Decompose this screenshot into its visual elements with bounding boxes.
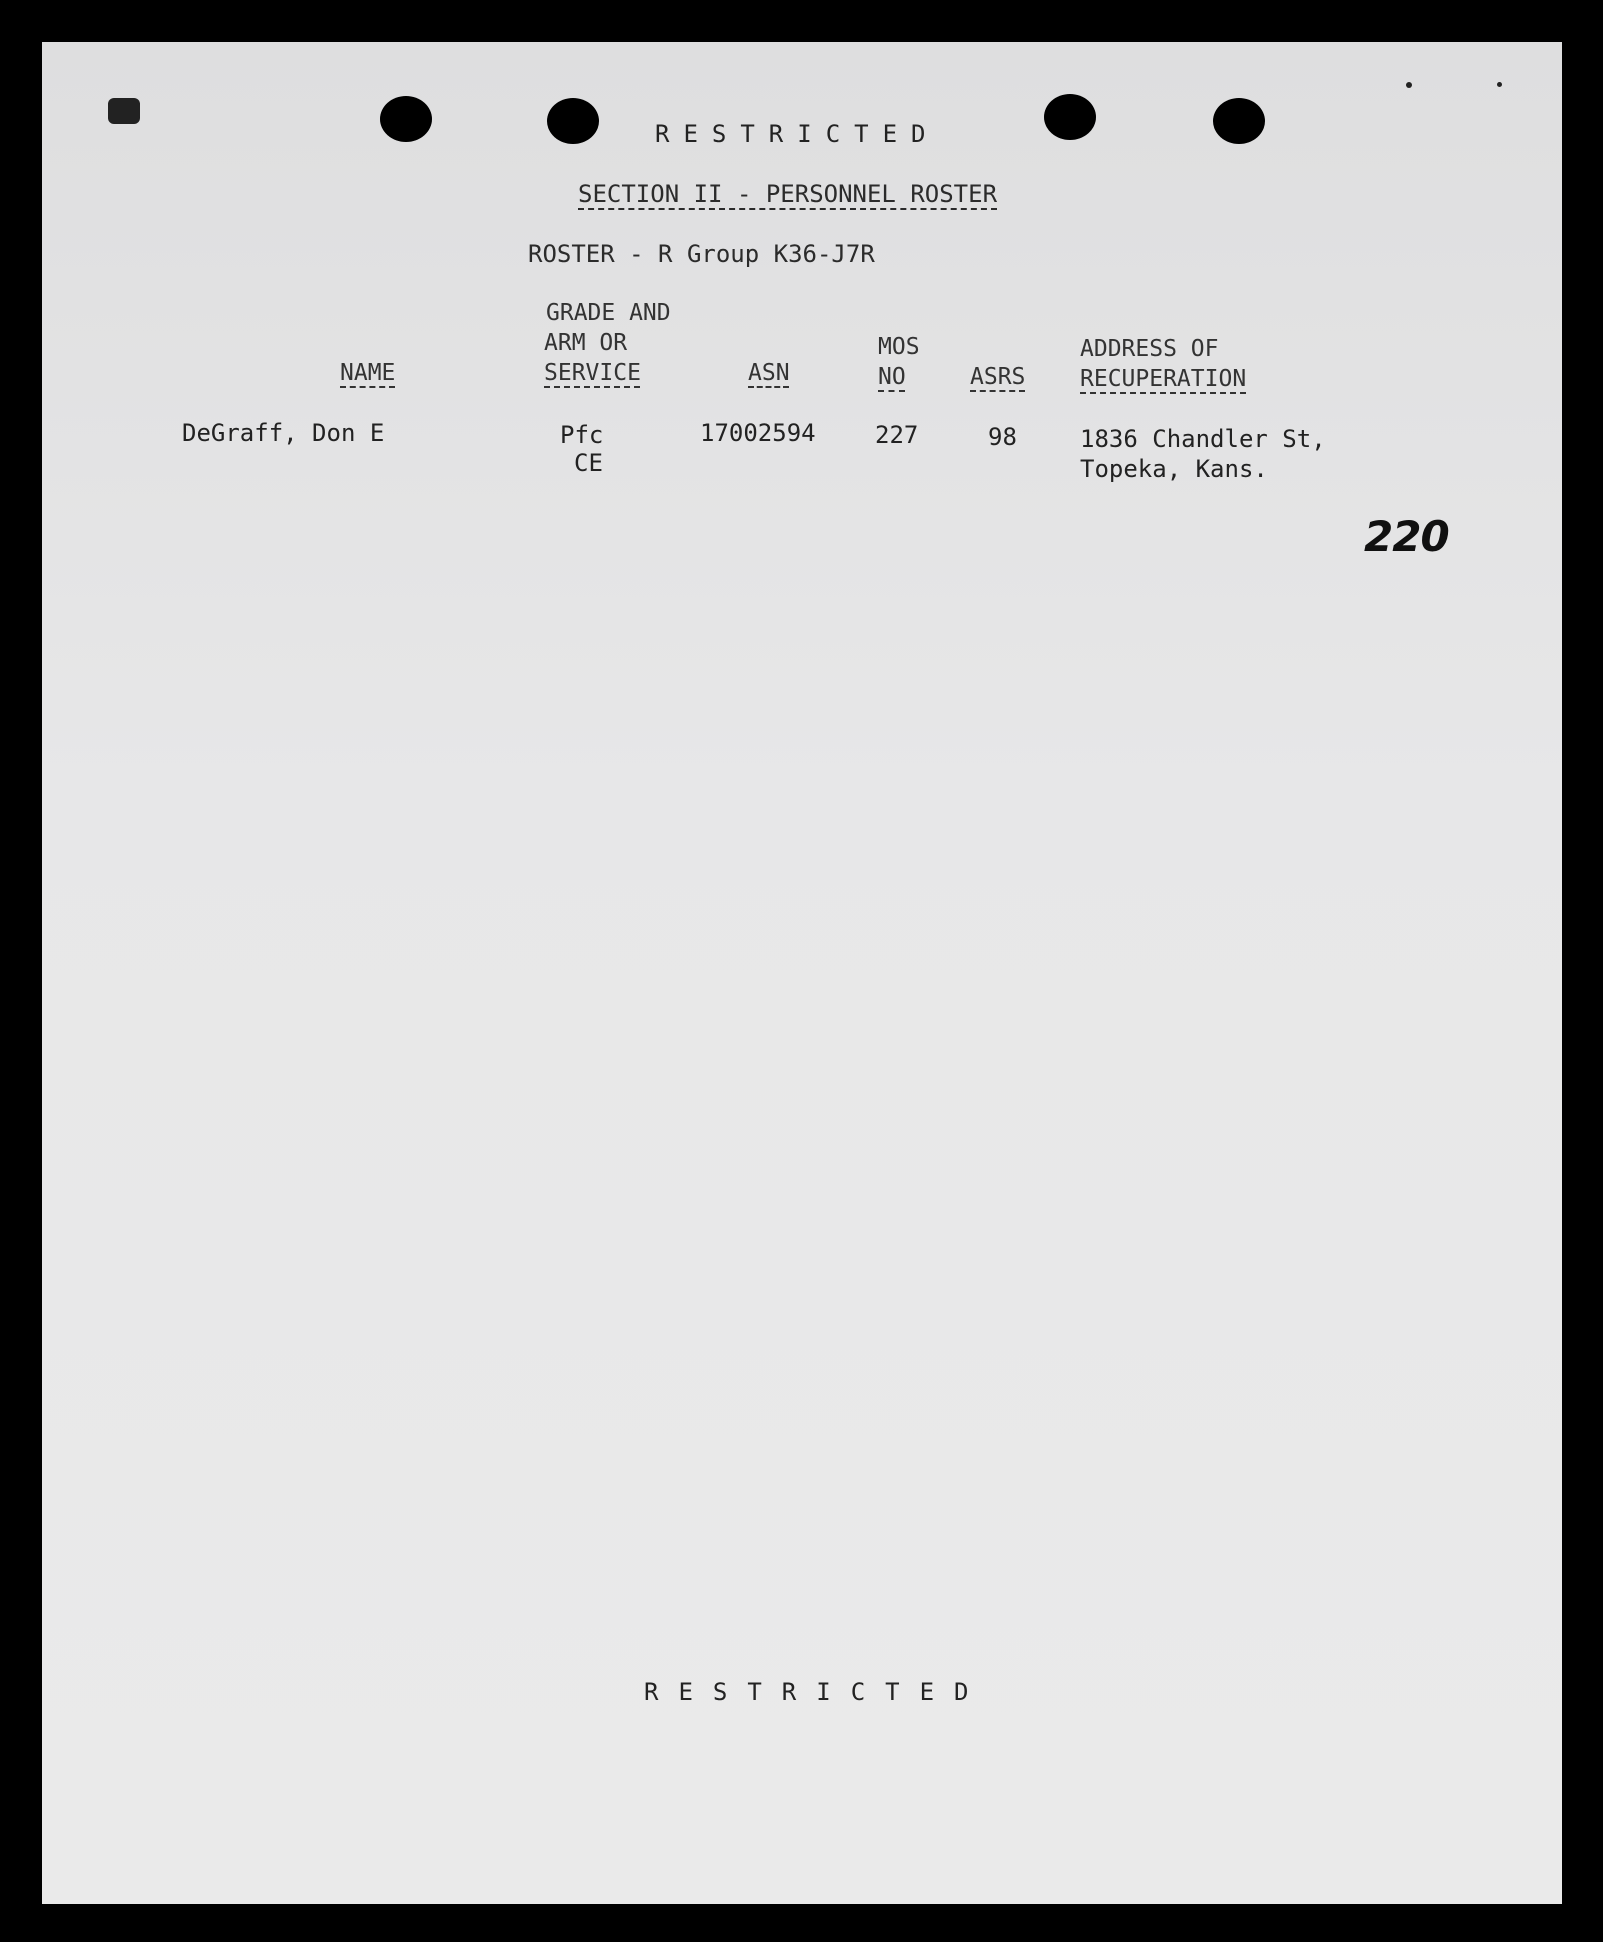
section-title: SECTION II - PERSONNEL ROSTER [578, 180, 998, 208]
punch-hole [380, 96, 432, 142]
column-header-mos-line1: MOS [878, 334, 920, 360]
cell-asn: 17002594 [700, 419, 816, 447]
column-header-grade-line3: SERVICE [544, 360, 641, 386]
column-header-name: NAME [340, 360, 396, 386]
column-header-address-line2: RECUPERATION [1080, 366, 1247, 392]
speck [1406, 82, 1412, 88]
cell-address-line1: 1836 Chandler St, [1080, 425, 1326, 453]
restricted-stamp-top: RESTRICTED [655, 120, 940, 148]
cell-asrs: 98 [988, 423, 1017, 451]
column-header-asn: ASN [748, 360, 790, 386]
cell-arm: CE [574, 449, 603, 477]
cell-mos: 227 [875, 421, 919, 449]
cell-address-line2: Topeka, Kans. [1080, 455, 1268, 483]
ink-blot [108, 98, 140, 124]
column-header-grade-line2: ARM OR [544, 330, 628, 356]
column-header-grade-line1: GRADE AND [546, 300, 671, 326]
restricted-stamp-bottom: RESTRICTED [644, 1678, 989, 1706]
column-header-address-line1: ADDRESS OF [1080, 336, 1219, 362]
page-number: 220 [1364, 512, 1449, 561]
column-header-mos-line2: NO [878, 364, 906, 390]
punch-hole [1213, 98, 1265, 144]
roster-title: ROSTER - R Group K36-J7R [528, 240, 875, 268]
cell-name: DeGraff, Don E [182, 419, 385, 447]
column-header-asrs: ASRS [970, 364, 1026, 390]
cell-grade: Pfc [560, 421, 604, 449]
speck [1497, 82, 1502, 87]
punch-hole [1044, 94, 1096, 140]
punch-hole [547, 98, 599, 144]
document-page [42, 42, 1562, 1904]
